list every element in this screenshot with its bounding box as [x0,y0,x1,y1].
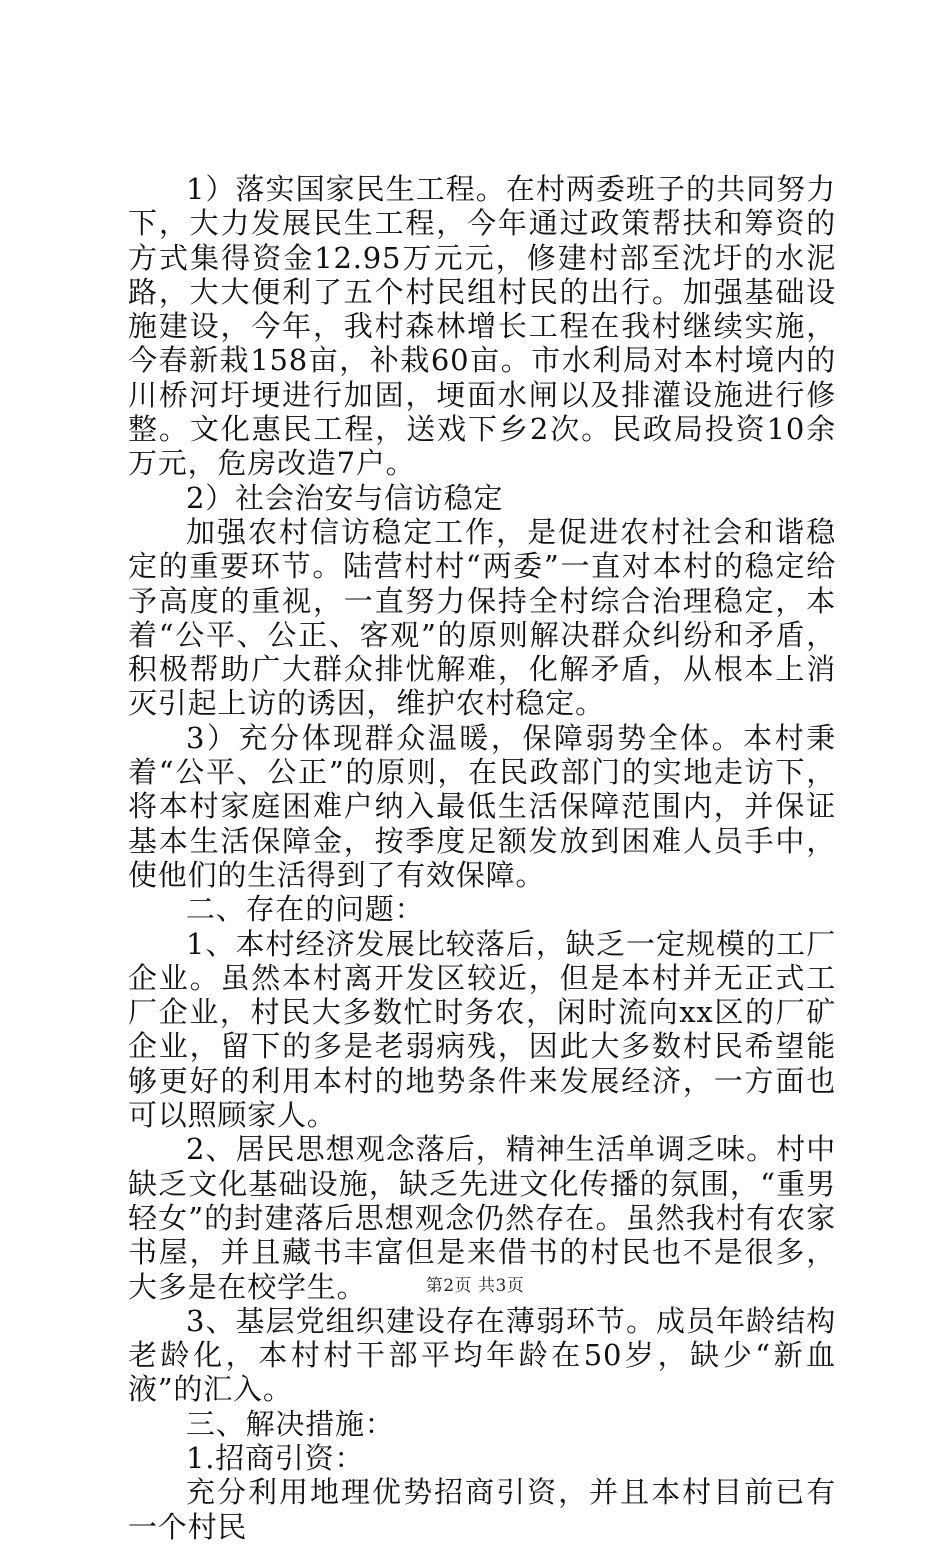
paragraph-problem-party: 3、基层党组织建设存在薄弱环节。成员年龄结构老龄化，本村村干部平均年龄在50岁，缺少“新血液”的汇入。 [128,1303,836,1407]
paragraph-vulnerable-groups: 3）充分体现群众温暖，保障弱势全体。本村秉着“公平、公正”的原则，在民政部门的实地走访下，将本村家庭困难户纳入最低生活保障范围内，并保证基本生活保障金，按季度足额发放到困难人员手中，使他们的生活得到了有效保障。 [128,720,836,892]
body-text [128,172,836,1544]
heading-investment: 1.招商引资： [186,1440,365,1475]
paragraph-problem-culture: 2、居民思想观念落后，精神生活单调乏味。村中缺乏文化基础设施，缺乏先进文化传播的氛围，“重男轻女”的封建落后思想观念仍然存在。虽然我村有农家书屋，并且藏书丰富但是来借书的村民也不是很多，大多是在校学生。 [128,1132,836,1304]
paragraph-problem-economy: 1、本村经济发展比较落后，缺乏一定规模的工厂企业。虽然本村离开发区较近，但是本村并无正式工厂企业，村民大多数忙时务农，闲时流向xx区的厂矿企业，留下的多是老弱病残，因此大多数村民希望能够更好的利用本村的地势条件来发展经济，一方面也可以照顾家人。 [128,926,836,1133]
paragraph-livelihood-projects: 1）落实国家民生工程。在村两委班子的共同努力下，大力发展民生工程，今年通过政策帮扶和筹资的方式集得资金12.95万元元，修建村部至沈圩的水泥路，大大便利了五个村民组村民的出行。加强基础设施建设，今年，我村森林增长工程在我村继续实施，今春新栽158亩，补栽60亩。市水利局对本村境内的川桥河圩埂进行加固，埂面水闸以及排灌设施进行修整。文化惠民工程，送戏下乡2次。民政局投资10余万元，危房改造7户。 [128,172,836,481]
page-number-footer: 第2页 共3页 [425,1276,525,1296]
heading-solutions: 三、解决措施： [186,1406,395,1441]
paragraph-petition-stability: 加强农村信访稳定工作，是促进农村社会和谐稳定的重要环节。陆营村村“两委”一直对本村的稳定给予高度的重视，一直努力保持全村综合治理稳定，本着“公平、公正、客观”的原则解决群众纠纷和矛盾，积极帮助广大群众排忧解难，化解矛盾，从根本上消灭引起上访的诱因，维护农村稳定。 [128,514,836,721]
heading-public-security: 2）社会治安与信访稳定 [186,480,504,515]
paragraph-investment: 充分利用地理优势招商引资，并且本村目前已有一个村民 [128,1475,836,1544]
heading-existing-problems: 二、存在的问题： [186,892,425,927]
